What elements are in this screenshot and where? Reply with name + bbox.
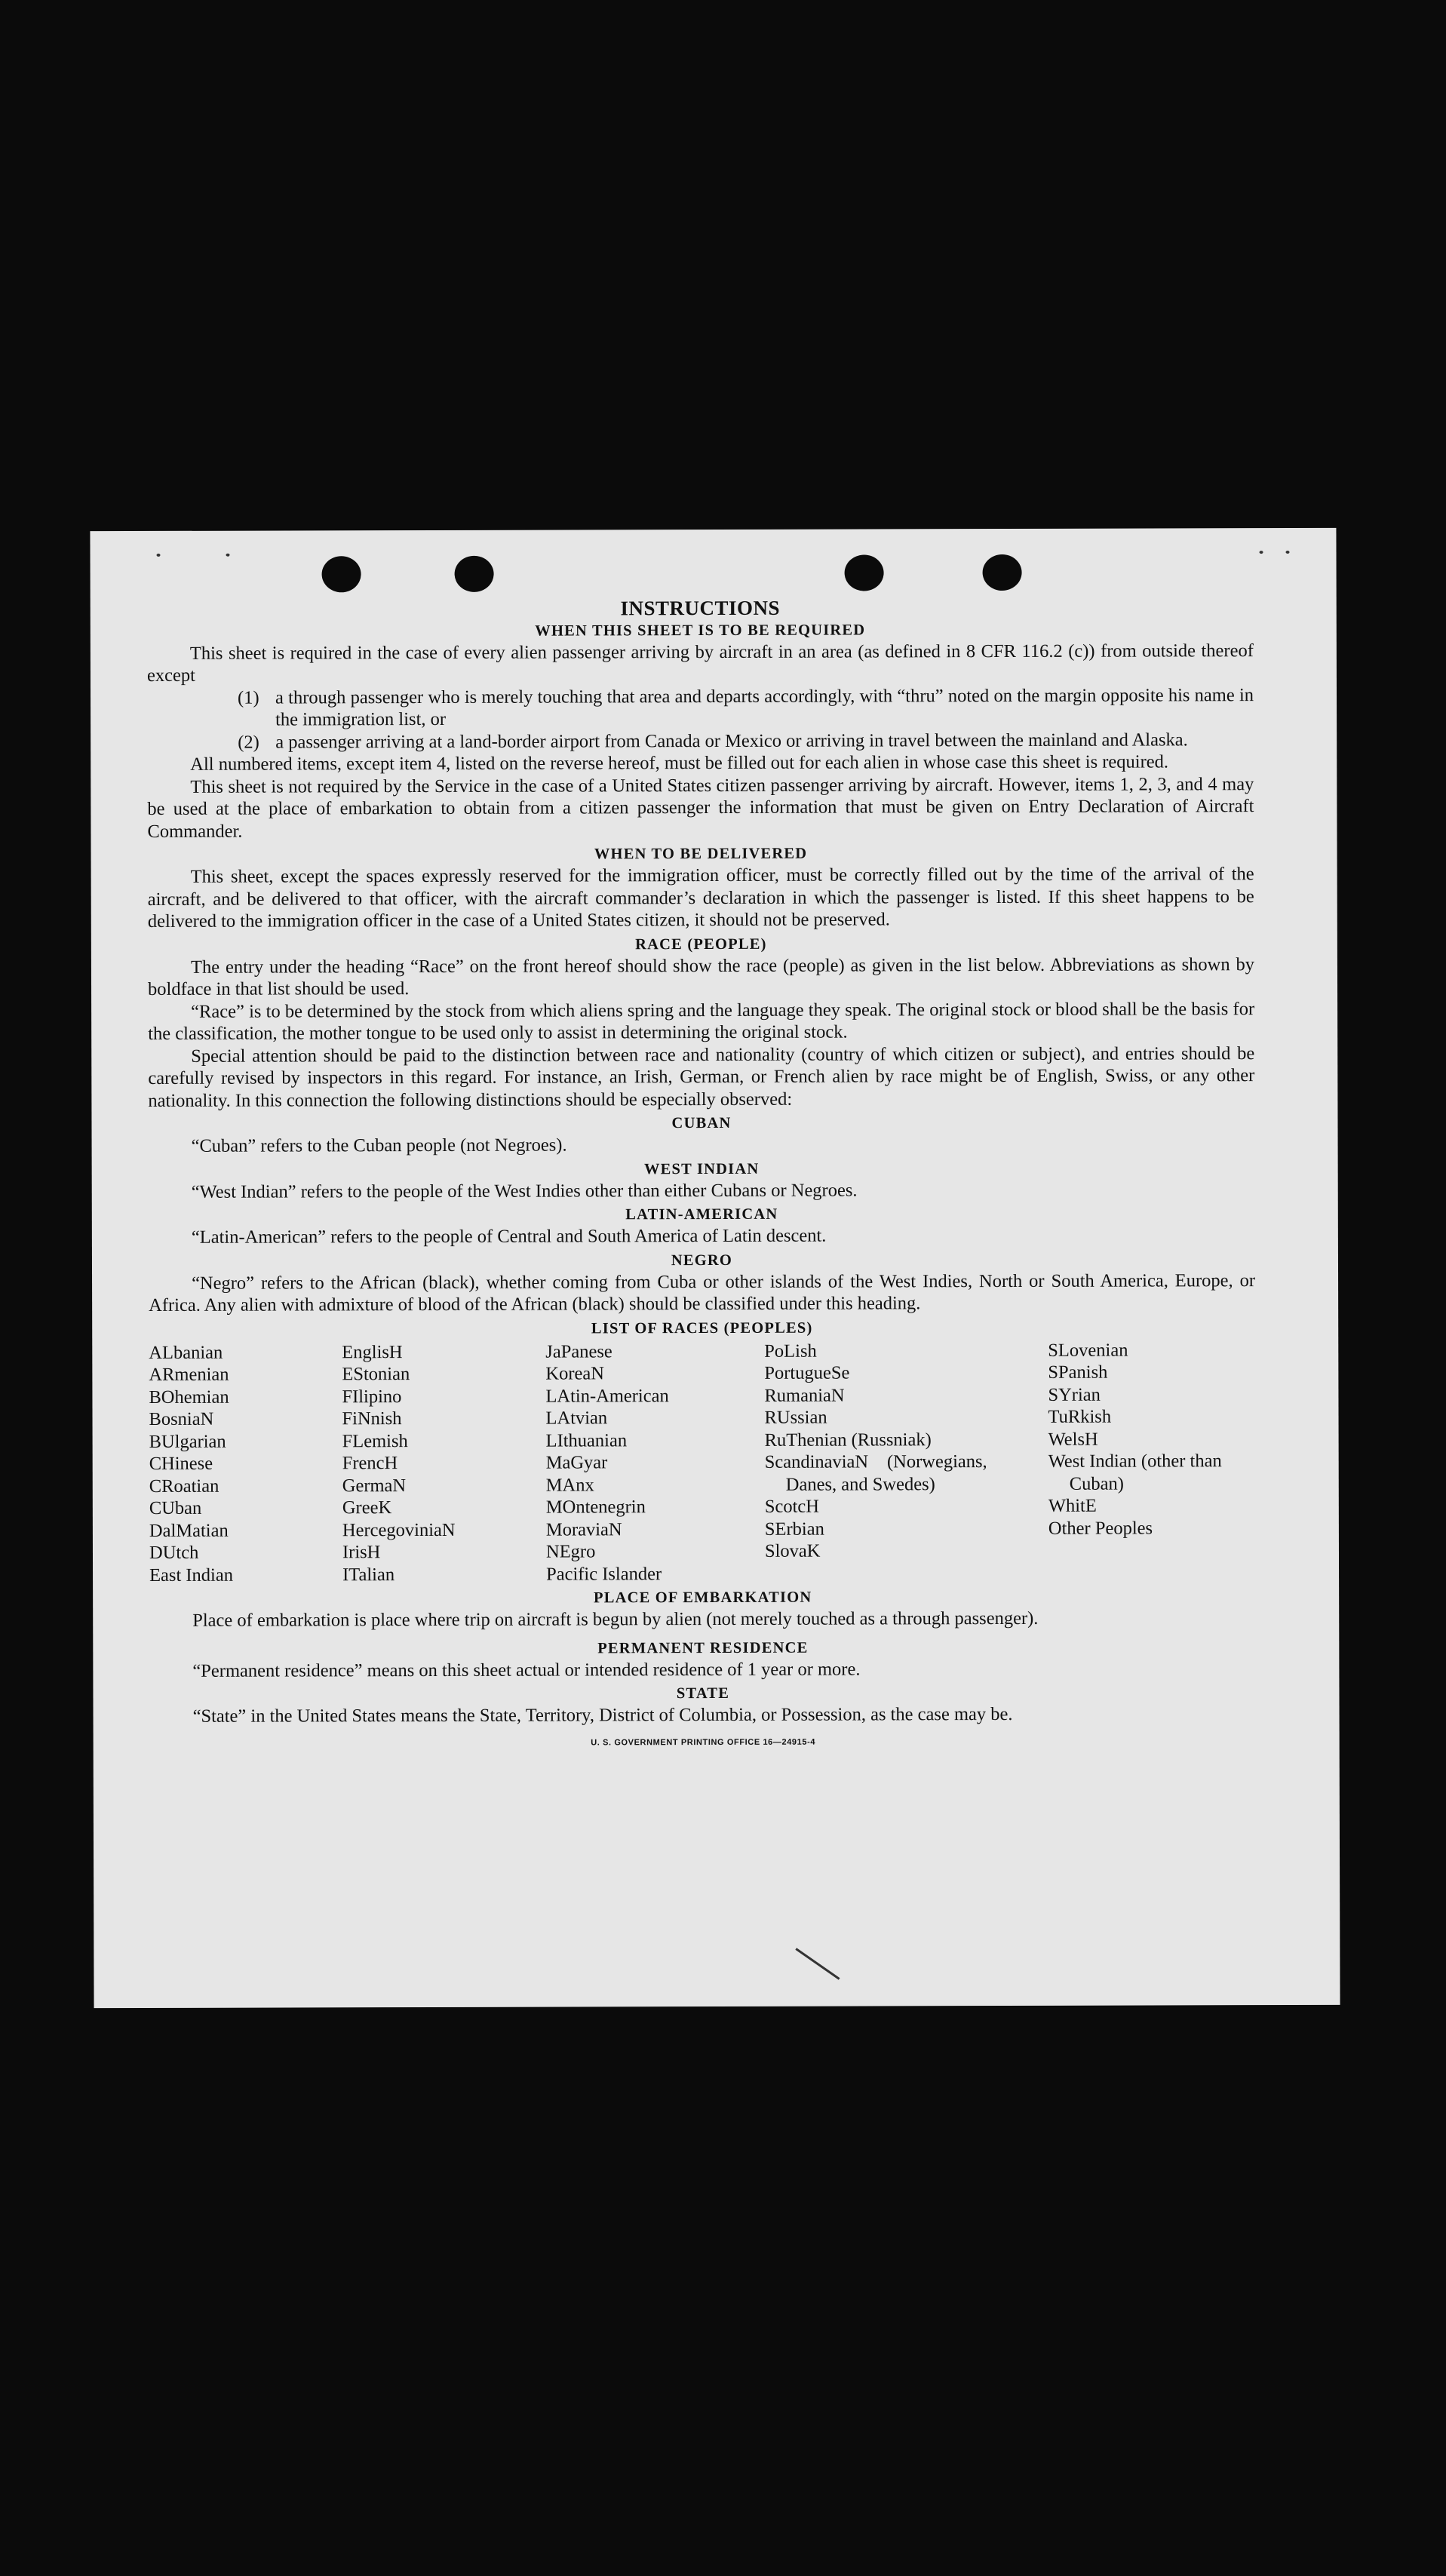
paragraph: “West Indian” refers to the people of the West Indies other than either Cubans or Negroes. — [191, 1180, 858, 1202]
paragraph: “Cuban” refers to the Cuban people (not Negroes). — [191, 1134, 567, 1156]
race-item: SYrian — [1048, 1384, 1101, 1405]
race-item: WelsH — [1048, 1429, 1098, 1450]
printing-office-footer: U. S. GOVERNMENT PRINTING OFFICE 16—24915-4 — [591, 1737, 816, 1747]
race-item: West Indian (other than Cuban) — [1048, 1451, 1222, 1494]
item-text: a through passenger who is merely touching that area and departs accordingly, with “thru” noted on the margin opposite his name in the immigration list, or — [275, 684, 1254, 730]
race-item: EStonian — [342, 1364, 410, 1385]
race-item: RUssian — [764, 1407, 827, 1428]
heading-race: RACE (PEOPLE) — [635, 935, 767, 953]
paragraph: “Latin-American” refers to the people of Central and South America of Latin descent. — [191, 1225, 827, 1248]
race-item: MoraviaN — [545, 1518, 622, 1540]
race-item: IrisH — [342, 1542, 381, 1563]
paragraph: This sheet is not required by the Service in the case of a United States citizen passenger arriving by aircraft. However, items 1, 2, 3, and 4 may be used at the place of embarkation to obtain from a citizen passenger the information that must be given on Entry Declaration of Aircraft Commander. — [147, 773, 1254, 842]
paragraph: This sheet is required in the case of every alien passenger arriving by aircraft in an area (as defined in 8 CFR 116.2 (c)) from outside thereof except — [146, 640, 1254, 686]
heading-permanent-residence: PERMANENT RESIDENCE — [597, 1639, 809, 1656]
heading-negro: NEGRO — [671, 1251, 733, 1269]
race-item: CUban — [149, 1497, 202, 1518]
race-item: BosniaN — [149, 1408, 214, 1429]
paragraph: “State” in the United States means the State, Territory, District of Columbia, or Possession, as the case may be. — [192, 1703, 1013, 1727]
instruction-sheet — [90, 528, 1340, 2008]
paragraph: “Negro” refers to the African (black), whether coming from Cuba or other islands of the West Indies, North or South America, Europe, or Africa. Any alien with admixture of blood of the African (black) should be classified under this heading. — [149, 1270, 1256, 1316]
list-item — [238, 684, 1254, 732]
punch-hole — [983, 554, 1022, 591]
race-item: FIlipino — [342, 1386, 402, 1407]
race-list — [149, 1339, 1256, 1586]
race-item: SlovaK — [764, 1540, 821, 1561]
race-item: SLovenian — [1048, 1340, 1128, 1361]
item-number: (2) — [238, 732, 259, 753]
race-item: PoLish — [764, 1340, 817, 1362]
paragraph: Place of embarkation is place where trip on aircraft is begun by alien (not merely touched as a through passenger). — [192, 1607, 1039, 1631]
race-item: ScotcH — [764, 1496, 819, 1517]
race-item: East Indian — [149, 1564, 234, 1586]
list-item — [238, 729, 1254, 754]
paragraph: This sheet, except the spaces expressly reserved for the immigration officer, must be correctly filled out by the time of the arrival of the aircraft, and be delivered to that officer, with the aircraft commander’s declaration in which the passenger is listed. If this sheet happens to be delivered to the immigration officer in the case of a United States citizen, it should not be preserved. — [147, 864, 1254, 932]
race-item: TuRkish — [1048, 1406, 1112, 1427]
race-item: ALbanian — [149, 1342, 223, 1363]
race-item: CHinese — [149, 1453, 213, 1474]
punch-hole — [455, 556, 494, 592]
race-item: KoreaN — [545, 1363, 604, 1384]
race-item: FrencH — [342, 1453, 398, 1474]
race-item: GermaN — [342, 1475, 407, 1496]
race-column — [545, 1340, 765, 1585]
race-item: BOhemian — [149, 1386, 229, 1408]
paragraph: Special attention should be paid to the distinction between race and nationality (country of which citizen or subject), and entries should be carefully revised by inspectors in this regard. For instance, an Irish, German, or French alien by race might be of English, Swiss, or any other nationality. In this connection the following distinctions should be especially observed: — [148, 1042, 1255, 1111]
race-item: MaGyar — [545, 1452, 608, 1473]
race-item: LAtvian — [545, 1408, 608, 1429]
race-column — [149, 1341, 342, 1586]
paragraph: The entry under the heading “Race” on the front hereof should show the race (people) as given in the list below. Abbreviations as shown by boldface in that list should be used. — [147, 953, 1254, 999]
race-item: FLemish — [342, 1430, 408, 1451]
race-item: PortugueSe — [764, 1362, 850, 1383]
paragraph: All numbered items, except item 4, listed on the reverse hereof, must be filled out for each alien in whose case this sheet is required. — [190, 751, 1169, 775]
speck — [1286, 551, 1290, 554]
race-item: RuThenian (Russniak) — [764, 1429, 932, 1451]
heading-state: STATE — [676, 1684, 730, 1702]
race-item: SErbian — [764, 1518, 824, 1540]
race-item: EnglisH — [342, 1341, 403, 1362]
item-number: (1) — [237, 687, 259, 708]
heading-list-of-races: LIST OF RACES (PEOPLES) — [591, 1319, 813, 1337]
race-item: ScandinaviaN (Norwegians, Danes, and Swedes) — [764, 1451, 987, 1495]
heading-place-of-embarkation: PLACE OF EMBARKATION — [593, 1589, 812, 1607]
page-title: INSTRUCTIONS — [620, 596, 781, 620]
race-column — [1048, 1339, 1245, 1584]
race-item: FiNnish — [342, 1408, 402, 1429]
race-item: Pacific Islander — [546, 1563, 662, 1585]
race-item: MOntenegrin — [545, 1497, 646, 1518]
speck — [1260, 551, 1263, 554]
heading-west-indian: WEST INDIAN — [643, 1160, 760, 1177]
race-item: ITalian — [342, 1564, 395, 1585]
race-item: NEgro — [545, 1541, 596, 1562]
race-item: ARmenian — [149, 1364, 229, 1385]
race-item: RumaniaN — [764, 1385, 845, 1406]
item-text: a passenger arriving at a land-border airport from Canada or Mexico or arriving in travel between the mainland and Alaska. — [275, 729, 1188, 753]
heading-latin-american: LATIN-AMERICAN — [625, 1205, 778, 1224]
race-item: DalMatian — [149, 1520, 229, 1541]
race-item: LIthuanian — [545, 1429, 628, 1451]
speck — [226, 554, 230, 557]
race-item: SPanish — [1048, 1362, 1108, 1383]
race-item: LAtin-American — [545, 1385, 669, 1407]
heading-when-required: WHEN THIS SHEET IS TO BE REQUIRED — [535, 621, 866, 640]
race-item: CRoatian — [149, 1475, 220, 1497]
race-column — [764, 1340, 987, 1585]
race-item: JaPanese — [545, 1340, 612, 1362]
heading-cuban: CUBAN — [671, 1114, 732, 1132]
pen-mark — [795, 1948, 840, 1979]
speck — [157, 554, 161, 557]
paragraph: “Race” is to be determined by the stock from which aliens spring and the language they speak. The original stock or blood shall be the basis for the classification, the mother tongue to be used only to assist in determining the original stock. — [148, 998, 1255, 1044]
race-item: Other Peoples — [1048, 1517, 1153, 1539]
race-item: HercegoviniaN — [342, 1519, 456, 1540]
race-item: MAnx — [545, 1474, 594, 1496]
punch-hole — [845, 554, 884, 591]
race-column — [342, 1340, 546, 1586]
race-item: WhitE — [1048, 1495, 1097, 1516]
paragraph: “Permanent residence” means on this sheet actual or intended residence of 1 year or more. — [192, 1658, 861, 1681]
race-item: BUlgarian — [149, 1431, 226, 1452]
heading-when-delivered: WHEN TO BE DELIVERED — [594, 845, 808, 863]
race-item: GreeK — [342, 1497, 392, 1518]
punch-hole — [322, 556, 361, 592]
race-item: DUtch — [149, 1542, 199, 1563]
